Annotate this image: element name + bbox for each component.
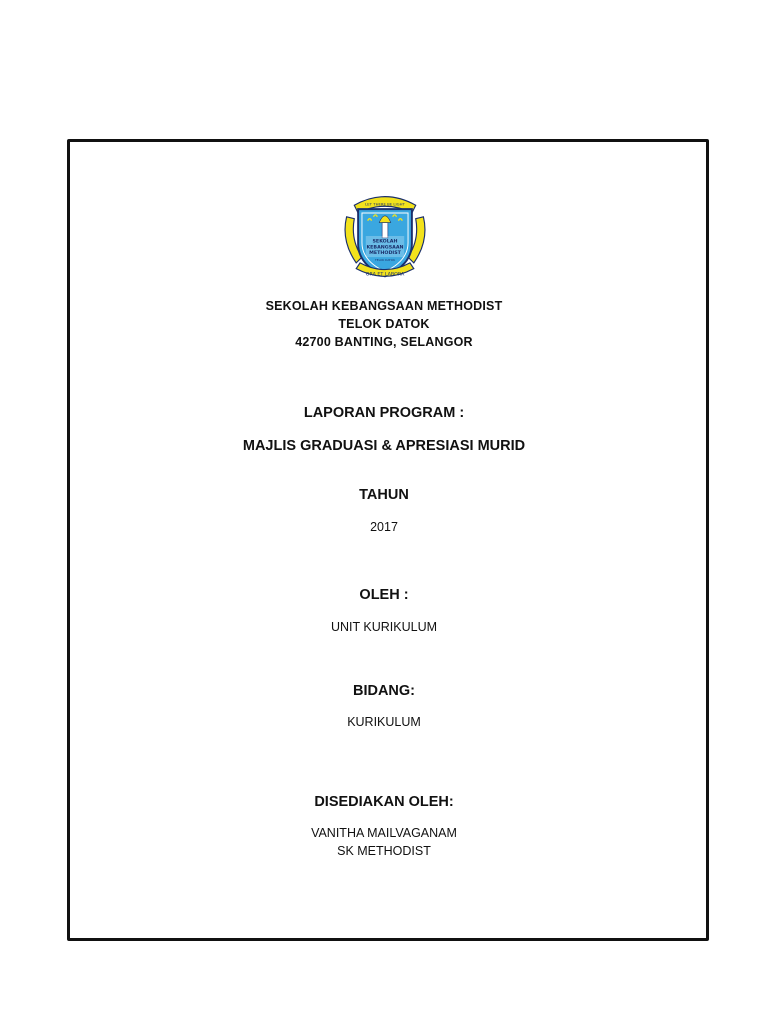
report-label: LAPORAN PROGRAM :	[303, 405, 465, 421]
school-crest-logo	[337, 188, 433, 284]
report-title: MAJLIS GRADUASI & APRESIASI MURID	[242, 438, 526, 454]
by-label: OLEH :	[359, 587, 409, 603]
by-value: UNIT KURIKULUM	[330, 620, 438, 634]
year-value: 2017	[370, 520, 398, 534]
prepared-by-label: DISEDIAKAN OLEH:	[314, 794, 454, 810]
field-value: KURIKULUM	[347, 715, 421, 729]
year-label: TAHUN	[359, 487, 409, 503]
school-area: TELOK DATOK	[338, 317, 430, 331]
school-postcode-city: 42700 BANTING, SELANGOR	[295, 335, 473, 349]
crest-motto-top: LET THERE BE LIGHT	[365, 201, 405, 207]
crest-name-line1: SEKOLAH	[372, 239, 398, 245]
school-name: SEKOLAH KEBANGSAAN METHODIST	[265, 299, 503, 313]
crest-motto-bottom: ORA ET LABORA	[365, 272, 405, 278]
prepared-by-org: SK METHODIST	[337, 844, 431, 858]
crest-place: TELOK DATOK	[375, 257, 395, 262]
field-label: BIDANG:	[352, 683, 416, 699]
crest-name-line2: KEBANGSAAN	[366, 245, 404, 251]
prepared-by-name: VANITHA MAILVAGANAM	[311, 826, 457, 840]
crest-name-line3: METHODIST	[369, 251, 401, 257]
